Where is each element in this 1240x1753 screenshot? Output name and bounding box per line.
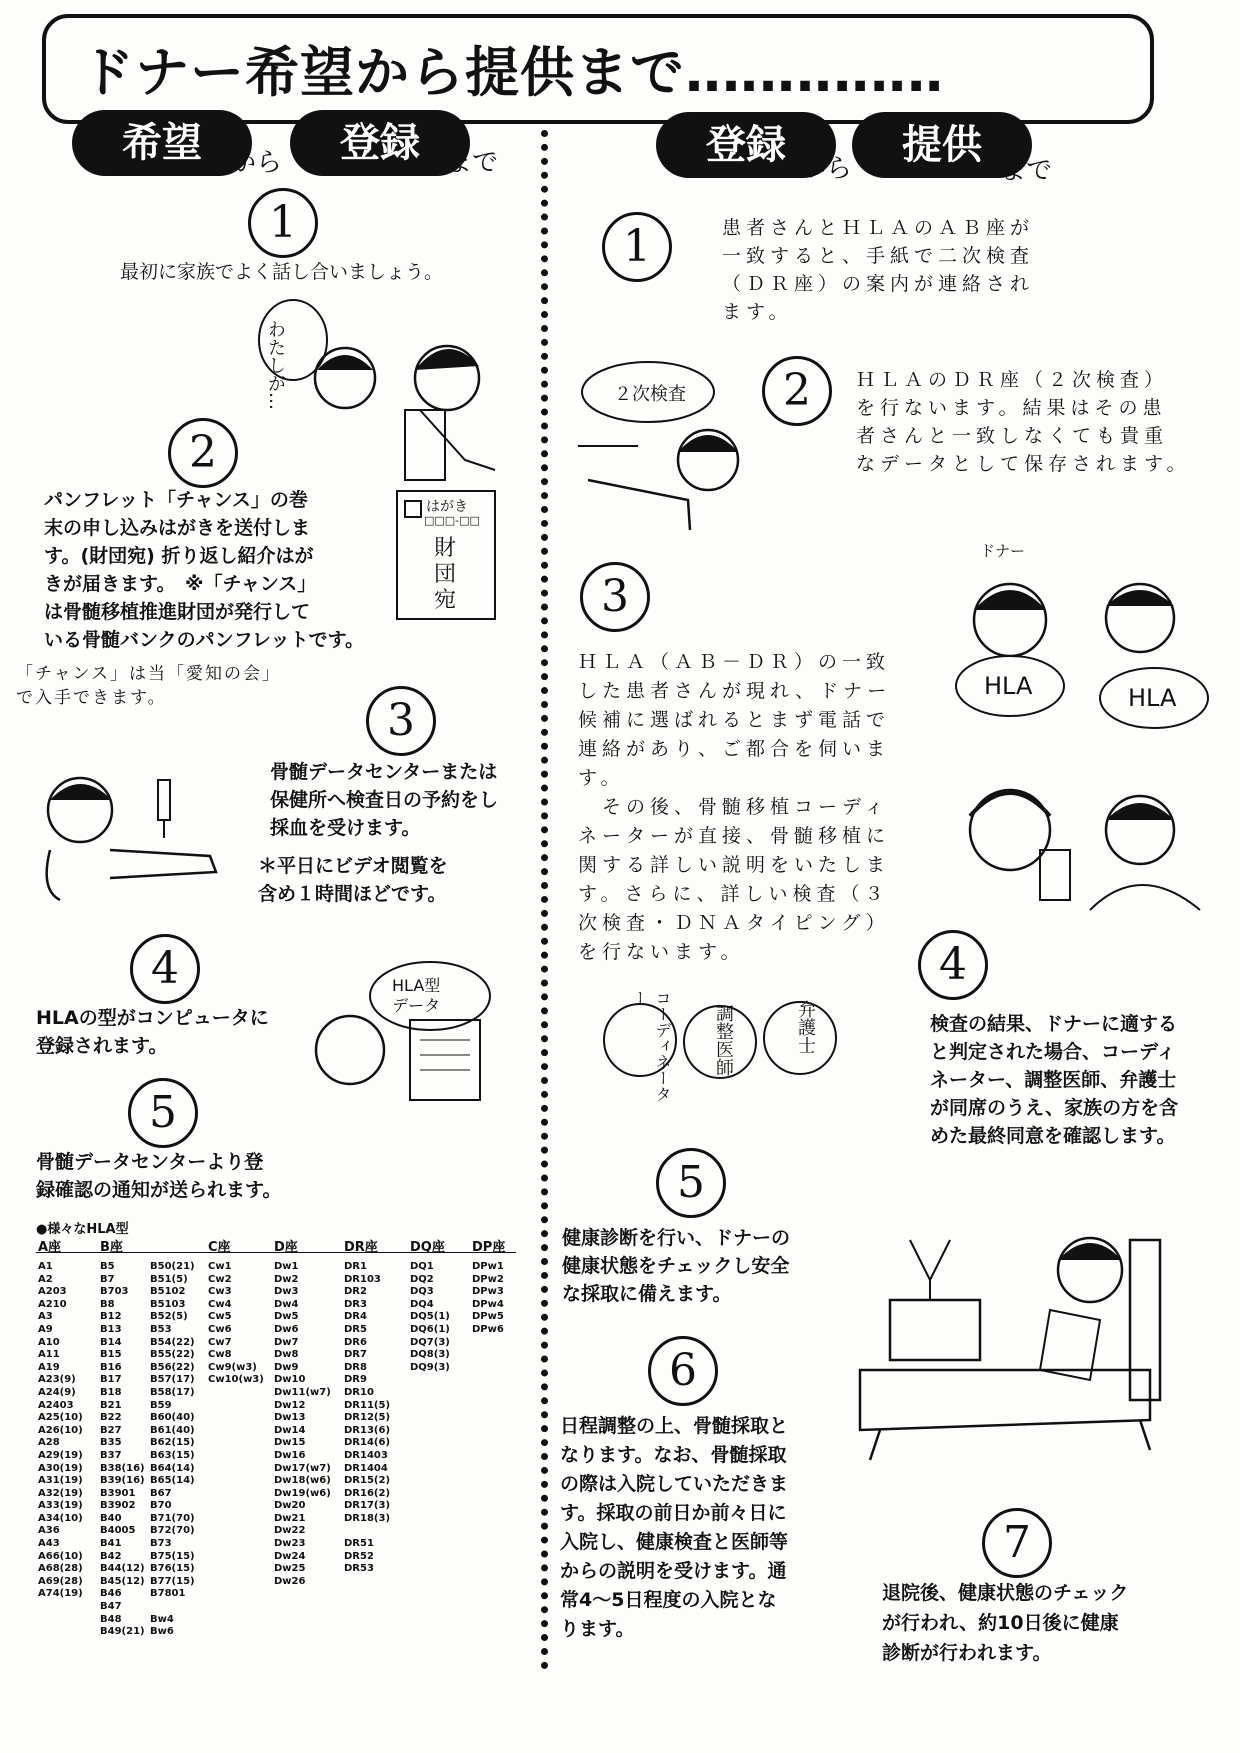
- hla-cell: Dw8: [274, 1349, 299, 1361]
- hla-cell: Dw12: [274, 1399, 306, 1411]
- hla-cell: Cw10(w3): [208, 1374, 264, 1386]
- hla-cell: Dw17(w7): [274, 1462, 331, 1474]
- hla-cell: B55(22): [150, 1349, 195, 1361]
- hla-cell: DR16(2): [344, 1487, 391, 1499]
- label-made-left: まで: [446, 148, 499, 178]
- hla-cell: A30(19): [38, 1462, 83, 1474]
- hla-cell: DR7: [344, 1349, 367, 1361]
- left-step3-text: 骨髄データセンターまたは 保健所へ検査日の予約をし 採血を受けます。: [270, 761, 499, 839]
- hla-cell: B8: [100, 1298, 115, 1310]
- hla-cell: Cw3: [208, 1286, 232, 1298]
- left-step4-text: HLAの型がコンピュータに 登録されます。: [36, 1007, 269, 1057]
- hla-cell: DR15(2): [344, 1475, 391, 1487]
- hla-cell: Dw20: [274, 1500, 306, 1512]
- hla-cell: A1: [38, 1261, 53, 1272]
- label-kara-right: から: [800, 154, 853, 184]
- hla-cell: Cw7: [208, 1336, 232, 1348]
- hla-cell: B58(17): [150, 1386, 195, 1398]
- hla-cell: A10: [38, 1336, 60, 1348]
- hla-cell: Dw1: [274, 1261, 299, 1272]
- hla-cell: B3902: [100, 1500, 136, 1512]
- right-step7-text: 退院後、健康状態のチェック が行われ、約10日後に健康 診断が行われます。: [882, 1582, 1129, 1664]
- hla-cell: B7: [100, 1273, 115, 1285]
- hla-cell: B76(15): [150, 1563, 195, 1575]
- step-number-3-right: 3: [580, 562, 650, 632]
- step-number-3-left: 3: [366, 686, 436, 756]
- hla-cell: A3: [38, 1311, 53, 1323]
- hla-column-7: [472, 1261, 504, 1337]
- hla-cell: DR8: [344, 1361, 367, 1373]
- hla-cell: Dw3: [274, 1286, 299, 1298]
- hla-cell: B15: [100, 1349, 122, 1361]
- hla-cell: A31(19): [38, 1475, 83, 1487]
- family-talk-illustration: [255, 300, 505, 480]
- hla-cell: A33(19): [38, 1500, 83, 1512]
- hla-cell: B53: [150, 1323, 172, 1335]
- hla-cell: B48: [100, 1613, 122, 1625]
- hla-cell: B703: [100, 1286, 129, 1298]
- hla-table-header: [36, 1236, 516, 1253]
- hla-cell: B71(70): [150, 1512, 195, 1524]
- step-number-4-left: 4: [130, 934, 200, 1004]
- hla-header-d: D座: [274, 1240, 298, 1255]
- hla-cell: DPw1: [472, 1261, 504, 1272]
- hla-cell: DR9: [344, 1374, 367, 1386]
- pill-touroku-left: 登録: [290, 110, 470, 176]
- hla-cell: DR1: [344, 1261, 367, 1272]
- hla-cell: B59: [150, 1399, 172, 1411]
- step-number-1-left: 1: [248, 188, 318, 258]
- hla-cell: Dw24: [274, 1550, 306, 1562]
- hla-cell: B50(21): [150, 1261, 195, 1272]
- hla-cell: B45(12): [100, 1575, 145, 1587]
- postcard-address: 財 団 宛: [434, 536, 457, 613]
- hla-cell: A32(19): [38, 1487, 83, 1499]
- right-step2-text: ＨＬＡのＤＲ座（２次検査） を行ないます。結果はその患 者さんと一致しなくても貴重 なデータとして保存されます。: [856, 369, 1191, 475]
- step-number-4-right: 4: [918, 930, 988, 1000]
- hla-header-a: A座: [38, 1240, 62, 1255]
- second-test-bubble: ２次検査: [614, 384, 686, 405]
- hla-cell: A11: [38, 1349, 60, 1361]
- head-label-coordinator: コーディネーター: [630, 990, 672, 1102]
- hla-cell: Cw4: [208, 1298, 232, 1310]
- hla-cell: B64(14): [150, 1462, 195, 1474]
- hla-cell: DQ6(1): [410, 1323, 450, 1335]
- hla-cell: DR18(3): [344, 1512, 391, 1524]
- hla-cell: DR3: [344, 1298, 367, 1310]
- hla-cell: Dw7: [274, 1336, 299, 1348]
- hla-cell: B3901: [100, 1487, 136, 1499]
- hla-cell: DQ5(1): [410, 1311, 450, 1323]
- step-number-2-right: 2: [762, 356, 832, 426]
- hla-cell: B52(5): [150, 1311, 188, 1323]
- column-divider: [541, 130, 548, 1670]
- hla-cell: Dw22: [274, 1525, 306, 1537]
- hla-cell: B12: [100, 1311, 122, 1323]
- hla-cell: B75(15): [150, 1550, 195, 1562]
- hla-cell: A34(10): [38, 1512, 83, 1524]
- hla-cell: Dw10: [274, 1374, 306, 1386]
- hla-cell: B77(15): [150, 1575, 195, 1587]
- right-step5-text: 健康診断を行い、ドナーの 健康状態をチェックし安全 な採取に備えます。: [562, 1227, 791, 1305]
- hla-cell: B5: [100, 1261, 115, 1272]
- hla-cell: B5103: [150, 1298, 186, 1310]
- hla-cell: B67: [150, 1487, 172, 1499]
- hla-cell: A68(28): [38, 1563, 83, 1575]
- hla-cell: Dw2: [274, 1273, 299, 1285]
- hla-cell: B54(22): [150, 1336, 195, 1348]
- left-step2-text: パンフレット「チャンス」の巻 末の申し込みはがきを送付しま す。(財団宛) 折り返し紹介はが きが届きます。 ※「チャンス」 は骨髄移植推進財団が発行して いる骨髄バンクのパンフレットです。: [44, 489, 365, 651]
- hla-header-dq: DQ座: [410, 1240, 445, 1255]
- hla-cell: DPw2: [472, 1273, 504, 1285]
- hla-cloud-2: HLA: [1128, 684, 1177, 712]
- hla-cell: B40: [100, 1512, 122, 1524]
- hla-cell: A74(19): [38, 1588, 83, 1600]
- hla-cell: A210: [38, 1298, 67, 1310]
- hla-table-caption: ●様々なHLA型: [36, 1222, 129, 1237]
- hla-header-dp: DP座: [472, 1240, 506, 1255]
- hla-cell: B17: [100, 1374, 122, 1386]
- hla-cell: DR5: [344, 1323, 367, 1335]
- hla-cell: B51(5): [150, 1273, 188, 1285]
- hla-cell: A25(10): [38, 1412, 83, 1424]
- hla-cell: B70: [150, 1500, 172, 1512]
- hla-cell: DR103: [344, 1273, 381, 1285]
- step-number-5-left: 5: [128, 1078, 198, 1148]
- left-note-chance: 「チャンス」は当「愛知の会」 で入手できます。: [16, 664, 281, 708]
- step-number-2-left: 2: [168, 418, 238, 488]
- hla-cell: B21: [100, 1399, 122, 1411]
- hla-cell: Dw4: [274, 1298, 299, 1310]
- hla-cell: DQ7(3): [410, 1336, 450, 1348]
- hla-cell: B72(70): [150, 1525, 195, 1537]
- hla-cell: B14: [100, 1336, 122, 1348]
- hla-cell: Dw15: [274, 1437, 306, 1449]
- hla-cell: B63(15): [150, 1449, 195, 1461]
- hla-cell: DR1404: [344, 1462, 388, 1474]
- hla-cell: B27: [100, 1424, 122, 1436]
- hla-cell: A2403: [38, 1399, 74, 1411]
- pill-kibou: 希望: [72, 110, 252, 176]
- label-kara-left: から: [230, 148, 283, 178]
- hla-cell: Dw11(w7): [274, 1386, 331, 1398]
- hla-cell: B47: [100, 1601, 122, 1613]
- hla-header-c: C座: [208, 1240, 231, 1255]
- step-number-6-right: 6: [648, 1336, 718, 1406]
- hla-cell: B37: [100, 1449, 122, 1461]
- stamp-box: [404, 500, 422, 518]
- hla-cell: Cw6: [208, 1323, 232, 1335]
- hla-cell: Cw1: [208, 1261, 232, 1272]
- hla-cell: B18: [100, 1386, 122, 1398]
- step-number-7-right: 7: [982, 1508, 1052, 1578]
- hla-cell: DR52: [344, 1550, 374, 1562]
- head-label-doctor: 調整医師: [713, 1004, 734, 1076]
- step-number-1-right: 1: [602, 212, 672, 282]
- hla-column-1: [100, 1261, 145, 1639]
- hla-cell: B35: [100, 1437, 122, 1449]
- head-label-lawyer: 弁護士: [795, 1000, 816, 1054]
- hla-cell: A69(28): [38, 1575, 83, 1587]
- hla-cell: Cw5: [208, 1311, 232, 1323]
- left-step1-text: 最初に家族でよく話し合いましょう。: [120, 261, 444, 283]
- right-step4-text: 検査の結果、ドナーに適する と判定された場合、コーディ ネーター、調整医師、弁護士 が同席のうえ、家族の方を含 めた最終同意を確認します。: [930, 1013, 1179, 1147]
- speech-bubble-text: わたしが…: [265, 320, 286, 410]
- hla-cell: A23(9): [38, 1374, 76, 1386]
- hla-cell: Dw25: [274, 1563, 306, 1575]
- postcard-label: はがき: [426, 499, 468, 515]
- hla-cell: Bw6: [150, 1626, 174, 1638]
- hla-cell: Bw4: [150, 1613, 174, 1625]
- hla-cell: DPw6: [472, 1323, 504, 1335]
- hla-column-4: [274, 1261, 331, 1588]
- hla-cell: A36: [38, 1525, 60, 1537]
- hla-cell: DQ8(3): [410, 1349, 450, 1361]
- hla-cell: A2: [38, 1273, 53, 1285]
- hla-cell: DR17(3): [344, 1500, 391, 1512]
- hla-cell: B4005: [100, 1525, 136, 1537]
- hla-cell: B73: [150, 1538, 172, 1550]
- hla-cell: DPw4: [472, 1298, 504, 1310]
- hla-cell: B16: [100, 1361, 122, 1373]
- hla-cell: Dw6: [274, 1323, 299, 1335]
- hla-cell: DR1403: [344, 1449, 388, 1461]
- hla-cell: B38(16): [100, 1462, 145, 1474]
- hla-cell: DQ1: [410, 1261, 434, 1272]
- hla-table: [36, 1236, 516, 1638]
- hla-cell: DR2: [344, 1286, 367, 1298]
- right-step1-text: 患者さんとＨＬＡのＡＢ座が 一致すると、手紙で二次検査 （ＤＲ座）の案内が連絡され ます。: [722, 217, 1035, 323]
- hla-cell: DQ4: [410, 1298, 434, 1310]
- hla-cell: DR53: [344, 1563, 374, 1575]
- hla-cell: B56(22): [150, 1361, 195, 1373]
- hla-cell: A19: [38, 1361, 60, 1373]
- hla-cell: DQ9(3): [410, 1361, 450, 1373]
- hla-cell: [344, 1525, 390, 1538]
- hla-cell: A29(19): [38, 1449, 83, 1461]
- hla-cell: Dw18(w6): [274, 1475, 331, 1487]
- right-step3-text: ＨＬＡ（ＡＢ－ＤＲ）の一致 した患者さんが現れ、ドナー 候補に選ばれるとまず電話で 連絡があり、ご都合を伺いま す。 その後、骨髄移植コーディ ネーターが直接、骨髄移植に 関する詳しい説明をいたしま す。さらに、詳しい検査（３ 次検査・ＤＮＡタイピング） を行ないます。: [578, 651, 892, 963]
- hla-cell: B5102: [150, 1286, 186, 1298]
- donor-label: ドナー: [980, 542, 1026, 560]
- hla-cell: A203: [38, 1286, 67, 1298]
- hla-column-0: [38, 1261, 83, 1601]
- hla-cell: A24(9): [38, 1386, 76, 1398]
- page-title: ドナー希望から提供まで‥‥‥‥‥‥‥: [80, 41, 945, 104]
- pill-teikyou: 提供: [852, 112, 1032, 178]
- hla-cell: A9: [38, 1323, 53, 1335]
- hla-cell: DR4: [344, 1311, 367, 1323]
- hla-cell: Dw19(w6): [274, 1487, 331, 1499]
- hla-cell: DR6: [344, 1336, 367, 1348]
- hla-cell: B7801: [150, 1588, 186, 1600]
- hla-cell: B57(17): [150, 1374, 195, 1386]
- hla-cell: Dw13: [274, 1412, 306, 1424]
- hla-cell: Dw9: [274, 1361, 299, 1373]
- hla-cell: B13: [100, 1323, 122, 1335]
- blood-draw-illustration: [30, 760, 230, 900]
- hla-cell: B62(15): [150, 1437, 195, 1449]
- hla-cell: DR51: [344, 1538, 374, 1550]
- hla-cell: Cw2: [208, 1273, 232, 1285]
- hla-column-5: [344, 1261, 390, 1576]
- hla-cell: Dw21: [274, 1512, 306, 1524]
- pill-touroku-right: 登録: [656, 112, 836, 178]
- hla-cell: B22: [100, 1412, 122, 1424]
- hla-cell: DR11(5): [344, 1399, 391, 1411]
- hla-cell: Cw8: [208, 1349, 232, 1361]
- hla-cell: B60(40): [150, 1412, 195, 1424]
- hla-cell: DQ2: [410, 1273, 434, 1285]
- hla-column-3: [208, 1261, 264, 1387]
- hla-column-2: [150, 1261, 195, 1639]
- left-step5-text: 骨髄データセンターより登 録確認の通知が送られます。: [36, 1151, 282, 1201]
- left-step3-note: ＊平日にビデオ閲覧を 含め１時間ほどです。: [258, 855, 448, 905]
- hla-column-6: [410, 1261, 450, 1374]
- right-step6-text: 日程調整の上、骨髄採取と なります。なお、骨髄採取 の際は入院していただきま す。採取の前日か前々日に 入院し、健康検査と医師等 からの説明を受けます。通 常4～5日程度の入院とな ります。: [560, 1415, 789, 1640]
- hla-cell: [150, 1601, 195, 1614]
- coordinator-talk-illustration: [950, 770, 1210, 910]
- hla-cell: B39(16): [100, 1475, 145, 1487]
- hla-cell: Dw5: [274, 1311, 299, 1323]
- postcard-illustration: [396, 490, 496, 620]
- hla-cloud-1: HLA: [984, 672, 1033, 700]
- postcard-code: □□□-□□: [424, 514, 480, 527]
- hla-cell: Dw23: [274, 1538, 306, 1550]
- hla-cell: B42: [100, 1550, 122, 1562]
- hla-cell: DR12(5): [344, 1412, 391, 1424]
- hla-cell: DQ3: [410, 1286, 434, 1298]
- hla-cell: DPw5: [472, 1311, 504, 1323]
- hla-cell: B65(14): [150, 1475, 195, 1487]
- hla-cell: DR10: [344, 1386, 374, 1398]
- hla-match-illustration: [940, 560, 1220, 730]
- hla-header-dr: DR座: [344, 1240, 378, 1255]
- hla-cell: Cw9(w3): [208, 1361, 257, 1373]
- hla-cell: Dw16: [274, 1449, 306, 1461]
- hla-cell: B49(21): [100, 1626, 145, 1638]
- hla-cell: A28: [38, 1437, 60, 1449]
- hla-data-bubble: HLA型 データ: [392, 976, 441, 1015]
- hla-cell: B41: [100, 1538, 122, 1550]
- hla-cell: DPw3: [472, 1286, 504, 1298]
- hla-cell: B44(12): [100, 1563, 145, 1575]
- hla-cell: B61(40): [150, 1424, 195, 1436]
- hla-header-b: B座: [100, 1240, 123, 1255]
- hla-cell: A26(10): [38, 1424, 83, 1436]
- hla-cell: Dw26: [274, 1575, 306, 1587]
- hla-cell: Dw14: [274, 1424, 306, 1436]
- hla-cell: DR14(6): [344, 1437, 391, 1449]
- hospital-bed-illustration: [850, 1220, 1180, 1480]
- hla-cell: B46: [100, 1588, 122, 1600]
- label-made-right: まで: [1000, 156, 1053, 186]
- step-number-5-right: 5: [656, 1148, 726, 1218]
- hla-cell: A66(10): [38, 1550, 83, 1562]
- hla-cell: DR13(6): [344, 1424, 391, 1436]
- hla-cell: A43: [38, 1538, 60, 1550]
